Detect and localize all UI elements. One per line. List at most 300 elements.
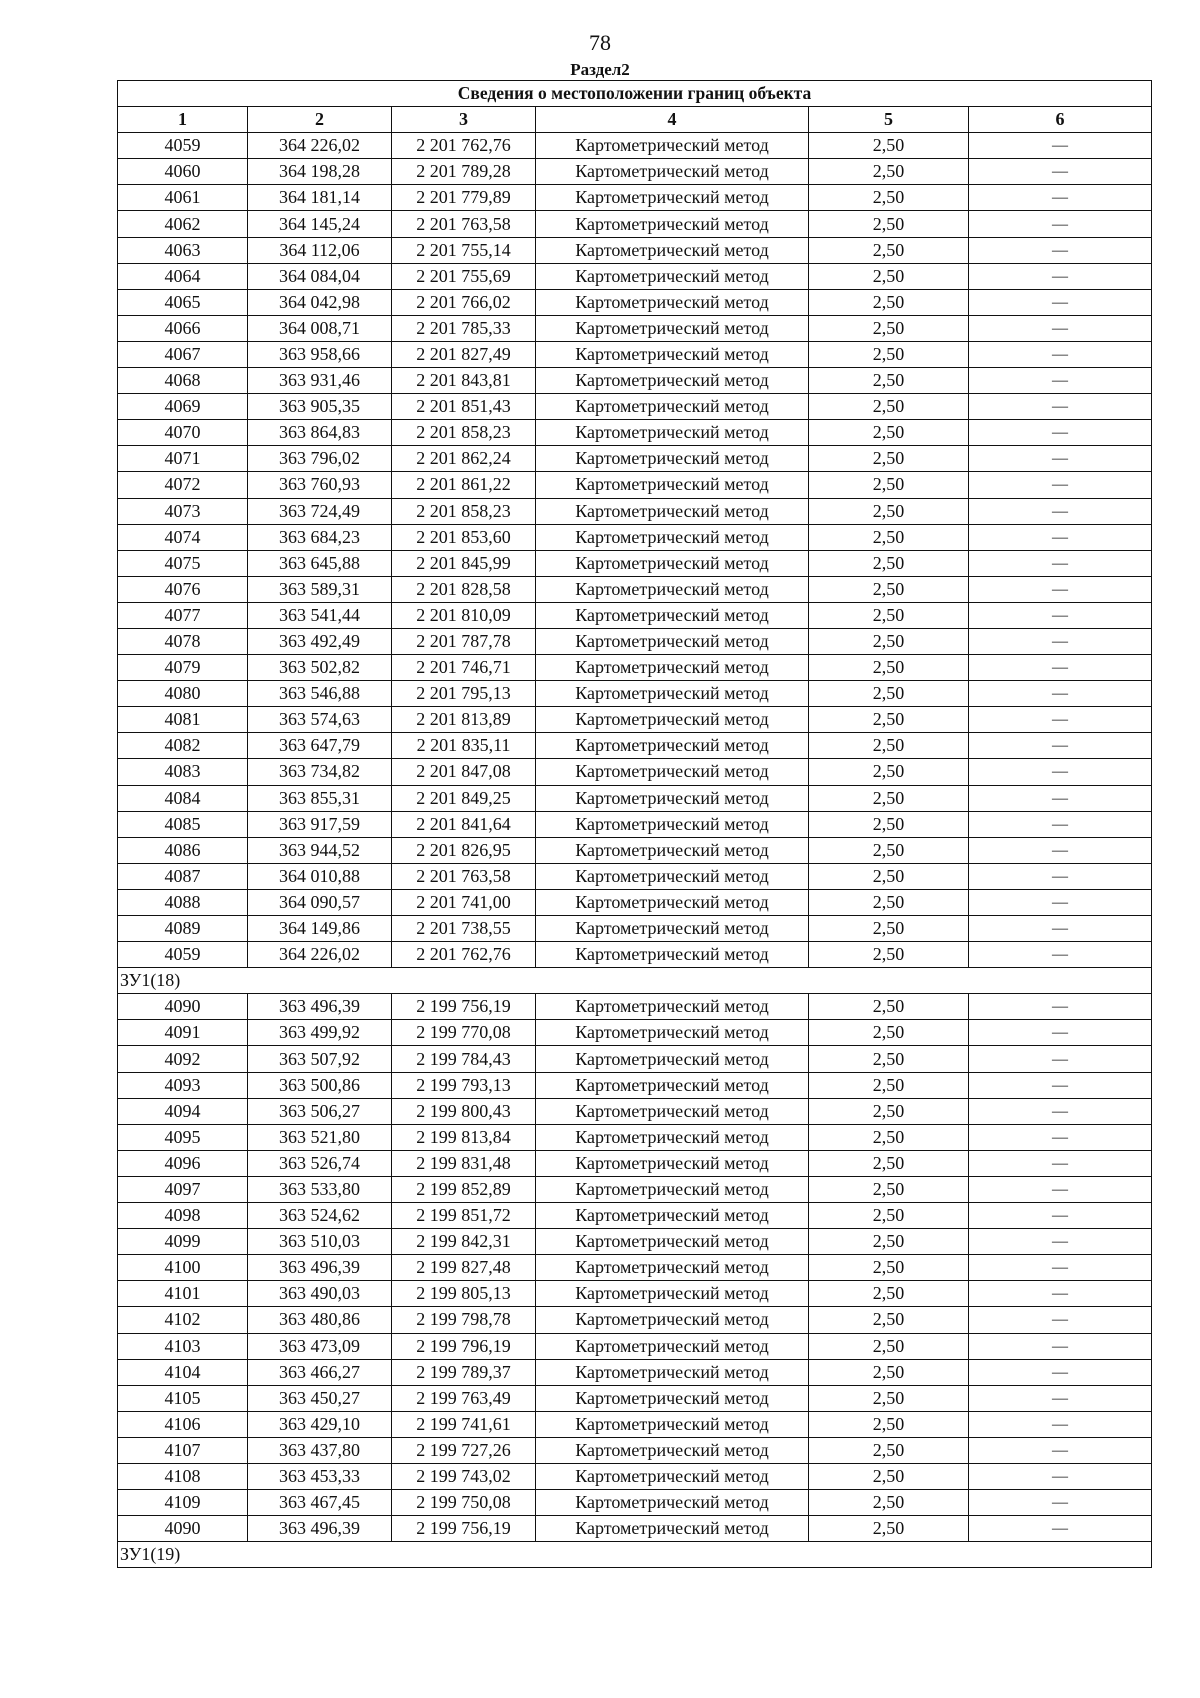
y-coordinate-cell: 2 201 841,64 — [392, 811, 536, 837]
point-number-cell: 4063 — [118, 237, 248, 263]
accuracy-cell: 2,50 — [809, 1176, 969, 1202]
x-coordinate-cell: 364 112,06 — [248, 237, 392, 263]
x-coordinate-cell: 363 734,82 — [248, 759, 392, 785]
point-number-cell: 4072 — [118, 472, 248, 498]
x-coordinate-cell: 363 450,27 — [248, 1385, 392, 1411]
x-coordinate-cell: 363 429,10 — [248, 1411, 392, 1437]
accuracy-cell: 2,50 — [809, 159, 969, 185]
column-header: 3 — [392, 107, 536, 133]
table-row — [118, 341, 1152, 367]
x-coordinate-cell: 363 533,80 — [248, 1176, 392, 1202]
description-cell: — — [969, 1359, 1152, 1385]
method-cell: Картометрический метод — [536, 524, 809, 550]
table-row — [118, 942, 1152, 968]
description-cell: — — [969, 1046, 1152, 1072]
table-row — [118, 681, 1152, 707]
x-coordinate-cell: 363 864,83 — [248, 420, 392, 446]
accuracy-cell: 2,50 — [809, 733, 969, 759]
point-number-cell: 4066 — [118, 315, 248, 341]
table-row — [118, 837, 1152, 863]
x-coordinate-cell: 363 496,39 — [248, 994, 392, 1020]
x-coordinate-cell: 363 647,79 — [248, 733, 392, 759]
table-row — [118, 576, 1152, 602]
x-coordinate-cell: 363 931,46 — [248, 368, 392, 394]
method-cell: Картометрический метод — [536, 942, 809, 968]
y-coordinate-cell: 2 201 755,69 — [392, 263, 536, 289]
point-number-cell: 4100 — [118, 1255, 248, 1281]
accuracy-cell: 2,50 — [809, 628, 969, 654]
description-cell: — — [969, 1516, 1152, 1542]
y-coordinate-cell: 2 199 831,48 — [392, 1150, 536, 1176]
point-number-cell: 4060 — [118, 159, 248, 185]
x-coordinate-cell: 363 492,49 — [248, 628, 392, 654]
y-coordinate-cell: 2 201 827,49 — [392, 341, 536, 367]
description-cell: — — [969, 1150, 1152, 1176]
y-coordinate-cell: 2 199 793,13 — [392, 1072, 536, 1098]
y-coordinate-cell: 2 201 789,28 — [392, 159, 536, 185]
y-coordinate-cell: 2 201 858,23 — [392, 498, 536, 524]
description-cell: — — [969, 1411, 1152, 1437]
method-cell: Картометрический метод — [536, 1072, 809, 1098]
point-number-cell: 4093 — [118, 1072, 248, 1098]
point-number-cell: 4085 — [118, 811, 248, 837]
description-cell: — — [969, 263, 1152, 289]
y-coordinate-cell: 2 201 853,60 — [392, 524, 536, 550]
y-coordinate-cell: 2 199 784,43 — [392, 1046, 536, 1072]
table-row — [118, 1046, 1152, 1072]
accuracy-cell: 2,50 — [809, 837, 969, 863]
description-cell: — — [969, 289, 1152, 315]
y-coordinate-cell: 2 201 858,23 — [392, 420, 536, 446]
x-coordinate-cell: 363 453,33 — [248, 1463, 392, 1489]
column-header: 4 — [536, 107, 809, 133]
point-number-cell: 4097 — [118, 1176, 248, 1202]
table-row — [118, 1020, 1152, 1046]
table-row — [118, 315, 1152, 341]
table-row — [118, 1176, 1152, 1202]
table-row — [118, 759, 1152, 785]
table-row — [118, 1463, 1152, 1489]
description-cell: — — [969, 863, 1152, 889]
x-coordinate-cell: 364 010,88 — [248, 863, 392, 889]
table-row — [118, 602, 1152, 628]
table-row — [118, 916, 1152, 942]
description-cell: — — [969, 394, 1152, 420]
y-coordinate-cell: 2 201 826,95 — [392, 837, 536, 863]
point-number-cell: 4061 — [118, 185, 248, 211]
point-number-cell: 4067 — [118, 341, 248, 367]
description-cell: — — [969, 1281, 1152, 1307]
y-coordinate-cell: 2 199 800,43 — [392, 1098, 536, 1124]
point-number-cell: 4084 — [118, 785, 248, 811]
y-coordinate-cell: 2 201 845,99 — [392, 550, 536, 576]
table-row — [118, 1124, 1152, 1150]
point-number-cell: 4080 — [118, 681, 248, 707]
method-cell: Картометрический метод — [536, 863, 809, 889]
accuracy-cell: 2,50 — [809, 289, 969, 315]
y-coordinate-cell: 2 201 862,24 — [392, 446, 536, 472]
table-row — [118, 550, 1152, 576]
x-coordinate-cell: 364 181,14 — [248, 185, 392, 211]
y-coordinate-cell: 2 201 851,43 — [392, 394, 536, 420]
point-number-cell: 4094 — [118, 1098, 248, 1124]
method-cell: Картометрический метод — [536, 237, 809, 263]
description-cell: — — [969, 1098, 1152, 1124]
point-number-cell: 4076 — [118, 576, 248, 602]
table-row — [118, 159, 1152, 185]
x-coordinate-cell: 363 437,80 — [248, 1437, 392, 1463]
description-cell: — — [969, 498, 1152, 524]
y-coordinate-cell: 2 199 842,31 — [392, 1229, 536, 1255]
description-cell: — — [969, 1490, 1152, 1516]
accuracy-cell: 2,50 — [809, 524, 969, 550]
method-cell: Картометрический метод — [536, 1124, 809, 1150]
x-coordinate-cell: 363 645,88 — [248, 550, 392, 576]
point-number-cell: 4079 — [118, 655, 248, 681]
description-cell: — — [969, 681, 1152, 707]
description-cell: — — [969, 655, 1152, 681]
y-coordinate-cell: 2 201 766,02 — [392, 289, 536, 315]
point-number-cell: 4077 — [118, 602, 248, 628]
method-cell: Картометрический метод — [536, 785, 809, 811]
table-row — [118, 1203, 1152, 1229]
point-number-cell: 4090 — [118, 1516, 248, 1542]
point-number-cell: 4101 — [118, 1281, 248, 1307]
table-row — [118, 1516, 1152, 1542]
accuracy-cell: 2,50 — [809, 1411, 969, 1437]
description-cell: — — [969, 994, 1152, 1020]
y-coordinate-cell: 2 199 798,78 — [392, 1307, 536, 1333]
point-number-cell: 4108 — [118, 1463, 248, 1489]
table-caption: Сведения о местоположении границ объекта — [118, 81, 1152, 107]
description-cell: — — [969, 1124, 1152, 1150]
method-cell: Картометрический метод — [536, 1463, 809, 1489]
table-row — [118, 289, 1152, 315]
description-cell: — — [969, 1176, 1152, 1202]
accuracy-cell: 2,50 — [809, 1046, 969, 1072]
accuracy-cell: 2,50 — [809, 655, 969, 681]
table-row — [118, 1333, 1152, 1359]
accuracy-cell: 2,50 — [809, 1281, 969, 1307]
method-cell: Картометрический метод — [536, 420, 809, 446]
accuracy-cell: 2,50 — [809, 707, 969, 733]
y-coordinate-cell: 2 199 741,61 — [392, 1411, 536, 1437]
x-coordinate-cell: 364 198,28 — [248, 159, 392, 185]
y-coordinate-cell: 2 201 763,58 — [392, 211, 536, 237]
x-coordinate-cell: 363 496,39 — [248, 1255, 392, 1281]
point-number-cell: 4091 — [118, 1020, 248, 1046]
y-coordinate-cell: 2 199 756,19 — [392, 1516, 536, 1542]
section-title: Раздел2 — [570, 60, 630, 79]
method-cell: Картометрический метод — [536, 1203, 809, 1229]
table-row — [118, 1411, 1152, 1437]
y-coordinate-cell: 2 201 746,71 — [392, 655, 536, 681]
y-coordinate-cell: 2 199 750,08 — [392, 1490, 536, 1516]
y-coordinate-cell: 2 199 763,49 — [392, 1385, 536, 1411]
table-row — [118, 785, 1152, 811]
y-coordinate-cell: 2 199 743,02 — [392, 1463, 536, 1489]
accuracy-cell: 2,50 — [809, 1203, 969, 1229]
description-cell: — — [969, 341, 1152, 367]
point-number-cell: 4106 — [118, 1411, 248, 1437]
point-number-cell: 4078 — [118, 628, 248, 654]
table-row — [118, 472, 1152, 498]
accuracy-cell: 2,50 — [809, 1307, 969, 1333]
method-cell: Картометрический метод — [536, 889, 809, 915]
y-coordinate-cell: 2 201 828,58 — [392, 576, 536, 602]
point-number-cell: 4107 — [118, 1437, 248, 1463]
parcel-group-row — [118, 1542, 1152, 1568]
method-cell: Картометрический метод — [536, 837, 809, 863]
x-coordinate-cell: 364 149,86 — [248, 916, 392, 942]
point-number-cell: 4062 — [118, 211, 248, 237]
accuracy-cell: 2,50 — [809, 341, 969, 367]
method-cell: Картометрический метод — [536, 446, 809, 472]
accuracy-cell: 2,50 — [809, 1463, 969, 1489]
table-header-row — [118, 107, 1152, 133]
y-coordinate-cell: 2 199 851,72 — [392, 1203, 536, 1229]
accuracy-cell: 2,50 — [809, 446, 969, 472]
accuracy-cell: 2,50 — [809, 916, 969, 942]
table-row — [118, 446, 1152, 472]
description-cell: — — [969, 916, 1152, 942]
table-row — [118, 1490, 1152, 1516]
method-cell: Картометрический метод — [536, 1333, 809, 1359]
parcel-group-row — [118, 968, 1152, 994]
accuracy-cell: 2,50 — [809, 1490, 969, 1516]
x-coordinate-cell: 363 510,03 — [248, 1229, 392, 1255]
y-coordinate-cell: 2 199 805,13 — [392, 1281, 536, 1307]
accuracy-cell: 2,50 — [809, 1229, 969, 1255]
table-caption-row — [118, 81, 1152, 107]
method-cell: Картометрический метод — [536, 811, 809, 837]
method-cell: Картометрический метод — [536, 472, 809, 498]
table-row — [118, 1281, 1152, 1307]
method-cell: Картометрический метод — [536, 1229, 809, 1255]
table-row — [118, 133, 1152, 159]
point-number-cell: 4086 — [118, 837, 248, 863]
point-number-cell: 4082 — [118, 733, 248, 759]
y-coordinate-cell: 2 199 770,08 — [392, 1020, 536, 1046]
table-row — [118, 368, 1152, 394]
x-coordinate-cell: 364 226,02 — [248, 942, 392, 968]
x-coordinate-cell: 363 855,31 — [248, 785, 392, 811]
accuracy-cell: 2,50 — [809, 211, 969, 237]
point-number-cell: 4075 — [118, 550, 248, 576]
method-cell: Картометрический метод — [536, 628, 809, 654]
accuracy-cell: 2,50 — [809, 1072, 969, 1098]
table-row — [118, 1255, 1152, 1281]
column-header: 2 — [248, 107, 392, 133]
y-coordinate-cell: 2 201 779,89 — [392, 185, 536, 211]
method-cell: Картометрический метод — [536, 655, 809, 681]
x-coordinate-cell: 364 090,57 — [248, 889, 392, 915]
y-coordinate-cell: 2 201 835,11 — [392, 733, 536, 759]
point-number-cell: 4074 — [118, 524, 248, 550]
table-row — [118, 1098, 1152, 1124]
x-coordinate-cell: 364 145,24 — [248, 211, 392, 237]
accuracy-cell: 2,50 — [809, 863, 969, 889]
accuracy-cell: 2,50 — [809, 1437, 969, 1463]
x-coordinate-cell: 363 589,31 — [248, 576, 392, 602]
y-coordinate-cell: 2 199 789,37 — [392, 1359, 536, 1385]
method-cell: Картометрический метод — [536, 1490, 809, 1516]
method-cell: Картометрический метод — [536, 994, 809, 1020]
method-cell: Картометрический метод — [536, 1437, 809, 1463]
accuracy-cell: 2,50 — [809, 498, 969, 524]
table-row — [118, 889, 1152, 915]
description-cell: — — [969, 1072, 1152, 1098]
method-cell: Картометрический метод — [536, 315, 809, 341]
x-coordinate-cell: 363 480,86 — [248, 1307, 392, 1333]
x-coordinate-cell: 363 541,44 — [248, 602, 392, 628]
description-cell: — — [969, 368, 1152, 394]
x-coordinate-cell: 363 496,39 — [248, 1516, 392, 1542]
method-cell: Картометрический метод — [536, 1176, 809, 1202]
point-number-cell: 4083 — [118, 759, 248, 785]
x-coordinate-cell: 363 499,92 — [248, 1020, 392, 1046]
accuracy-cell: 2,50 — [809, 420, 969, 446]
accuracy-cell: 2,50 — [809, 1255, 969, 1281]
accuracy-cell: 2,50 — [809, 472, 969, 498]
y-coordinate-cell: 2 201 813,89 — [392, 707, 536, 733]
description-cell: — — [969, 785, 1152, 811]
point-number-cell: 4102 — [118, 1307, 248, 1333]
method-cell: Картометрический метод — [536, 159, 809, 185]
accuracy-cell: 2,50 — [809, 1359, 969, 1385]
accuracy-cell: 2,50 — [809, 237, 969, 263]
method-cell: Картометрический метод — [536, 1150, 809, 1176]
boundary-coordinates-table — [117, 80, 1152, 1568]
description-cell: — — [969, 185, 1152, 211]
x-coordinate-cell: 363 796,02 — [248, 446, 392, 472]
point-number-cell: 4059 — [118, 133, 248, 159]
accuracy-cell: 2,50 — [809, 550, 969, 576]
table-row — [118, 863, 1152, 889]
method-cell: Картометрический метод — [536, 1516, 809, 1542]
x-coordinate-cell: 364 008,71 — [248, 315, 392, 341]
x-coordinate-cell: 363 500,86 — [248, 1072, 392, 1098]
y-coordinate-cell: 2 201 755,14 — [392, 237, 536, 263]
description-cell: — — [969, 759, 1152, 785]
x-coordinate-cell: 364 042,98 — [248, 289, 392, 315]
table-row — [118, 1307, 1152, 1333]
table-row — [118, 394, 1152, 420]
point-number-cell: 4087 — [118, 863, 248, 889]
accuracy-cell: 2,50 — [809, 759, 969, 785]
method-cell: Картометрический метод — [536, 1020, 809, 1046]
column-header: 1 — [118, 107, 248, 133]
accuracy-cell: 2,50 — [809, 785, 969, 811]
method-cell: Картометрический метод — [536, 550, 809, 576]
description-cell: — — [969, 237, 1152, 263]
description-cell: — — [969, 1203, 1152, 1229]
point-number-cell: 4092 — [118, 1046, 248, 1072]
method-cell: Картометрический метод — [536, 1411, 809, 1437]
table-row — [118, 1385, 1152, 1411]
x-coordinate-cell: 363 574,63 — [248, 707, 392, 733]
point-number-cell: 4068 — [118, 368, 248, 394]
table-row — [118, 628, 1152, 654]
method-cell: Картометрический метод — [536, 263, 809, 289]
method-cell: Картометрический метод — [536, 498, 809, 524]
description-cell: — — [969, 602, 1152, 628]
table-row — [118, 707, 1152, 733]
description-cell: — — [969, 628, 1152, 654]
y-coordinate-cell: 2 199 756,19 — [392, 994, 536, 1020]
accuracy-cell: 2,50 — [809, 681, 969, 707]
y-coordinate-cell: 2 199 796,19 — [392, 1333, 536, 1359]
accuracy-cell: 2,50 — [809, 602, 969, 628]
x-coordinate-cell: 363 958,66 — [248, 341, 392, 367]
table-row — [118, 420, 1152, 446]
y-coordinate-cell: 2 201 861,22 — [392, 472, 536, 498]
point-number-cell: 4071 — [118, 446, 248, 472]
description-cell: — — [969, 1020, 1152, 1046]
description-cell: — — [969, 446, 1152, 472]
x-coordinate-cell: 363 506,27 — [248, 1098, 392, 1124]
accuracy-cell: 2,50 — [809, 1098, 969, 1124]
table-row — [118, 811, 1152, 837]
point-number-cell: 4088 — [118, 889, 248, 915]
column-header: 6 — [969, 107, 1152, 133]
description-cell: — — [969, 159, 1152, 185]
table-row — [118, 524, 1152, 550]
accuracy-cell: 2,50 — [809, 1020, 969, 1046]
table-row — [118, 498, 1152, 524]
table-row — [118, 1150, 1152, 1176]
description-cell: — — [969, 889, 1152, 915]
accuracy-cell: 2,50 — [809, 394, 969, 420]
table-row — [118, 237, 1152, 263]
description-cell: — — [969, 420, 1152, 446]
x-coordinate-cell: 363 905,35 — [248, 394, 392, 420]
point-number-cell: 4099 — [118, 1229, 248, 1255]
y-coordinate-cell: 2 201 741,00 — [392, 889, 536, 915]
accuracy-cell: 2,50 — [809, 185, 969, 211]
method-cell: Картометрический метод — [536, 394, 809, 420]
x-coordinate-cell: 363 546,88 — [248, 681, 392, 707]
method-cell: Картометрический метод — [536, 368, 809, 394]
x-coordinate-cell: 363 507,92 — [248, 1046, 392, 1072]
column-header: 5 — [809, 107, 969, 133]
method-cell: Картометрический метод — [536, 1359, 809, 1385]
table-row — [118, 211, 1152, 237]
point-number-cell: 4104 — [118, 1359, 248, 1385]
description-cell: — — [969, 1333, 1152, 1359]
accuracy-cell: 2,50 — [809, 133, 969, 159]
y-coordinate-cell: 2 199 852,89 — [392, 1176, 536, 1202]
description-cell: — — [969, 211, 1152, 237]
point-number-cell: 4095 — [118, 1124, 248, 1150]
x-coordinate-cell: 363 502,82 — [248, 655, 392, 681]
method-cell: Картометрический метод — [536, 759, 809, 785]
y-coordinate-cell: 2 201 847,08 — [392, 759, 536, 785]
x-coordinate-cell: 363 473,09 — [248, 1333, 392, 1359]
accuracy-cell: 2,50 — [809, 315, 969, 341]
y-coordinate-cell: 2 201 762,76 — [392, 133, 536, 159]
table-row — [118, 655, 1152, 681]
accuracy-cell: 2,50 — [809, 811, 969, 837]
point-number-cell: 4089 — [118, 916, 248, 942]
x-coordinate-cell: 363 724,49 — [248, 498, 392, 524]
parcel-group-label: ЗУ1(18) — [118, 968, 1152, 994]
description-cell: — — [969, 524, 1152, 550]
description-cell: — — [969, 837, 1152, 863]
method-cell: Картометрический метод — [536, 916, 809, 942]
y-coordinate-cell: 2 201 810,09 — [392, 602, 536, 628]
x-coordinate-cell: 363 917,59 — [248, 811, 392, 837]
